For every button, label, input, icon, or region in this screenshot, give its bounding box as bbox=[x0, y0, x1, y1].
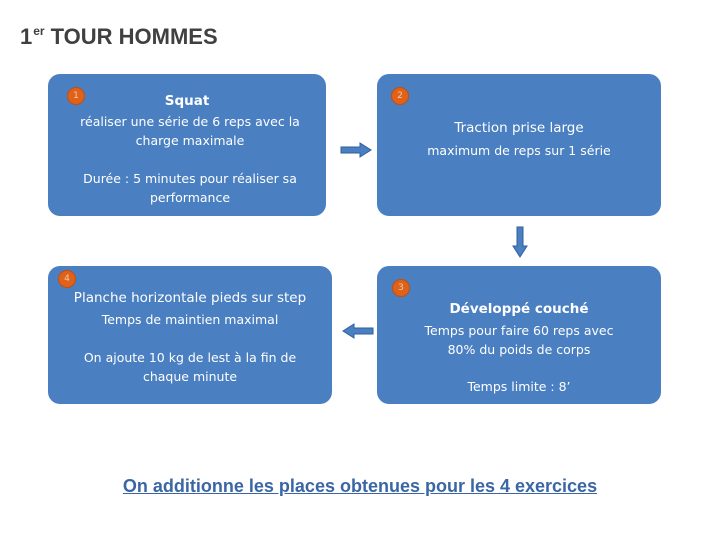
card-planche-heading: Planche horizontale pieds sur step bbox=[73, 290, 307, 306]
card-developpe-line-1: Temps pour faire 60 reps avec 80% du poids de corps bbox=[424, 323, 614, 357]
card-traction bbox=[377, 74, 661, 216]
card-developpe-heading: Développé couché bbox=[449, 301, 589, 317]
step-badge-3: 3 bbox=[392, 279, 410, 297]
step-badge-1: 1 bbox=[67, 87, 85, 105]
card-developpe-line-2: Temps limite : 8’ bbox=[467, 379, 571, 394]
step-badge-2: 2 bbox=[391, 87, 409, 105]
card-traction-heading: Traction prise large bbox=[454, 120, 584, 136]
arrow-left-icon bbox=[342, 323, 374, 339]
card-squat-line-1: réaliser une série de 6 reps avec la charge maximale bbox=[80, 114, 300, 148]
card-planche bbox=[48, 266, 332, 404]
card-squat-heading: Squat bbox=[164, 93, 210, 109]
page-title bbox=[20, 24, 218, 50]
arrow-down-icon bbox=[512, 226, 528, 258]
card-planche-line-2: On ajoute 10 kg de lest à la fin de chaque minute bbox=[83, 350, 297, 384]
title-number: 1 bbox=[20, 24, 33, 49]
arrow-right-icon bbox=[340, 142, 372, 158]
title-superscript: er bbox=[33, 24, 45, 38]
card-developpe bbox=[377, 266, 661, 404]
step-badge-4: 4 bbox=[58, 270, 76, 288]
card-squat-line-2: Durée : 5 minutes pour réaliser sa performance bbox=[83, 171, 297, 205]
card-squat bbox=[48, 74, 326, 216]
footer-note: On additionne les places obtenues pour les 4 exercices bbox=[122, 476, 598, 496]
title-text: TOUR HOMMES bbox=[50, 24, 218, 49]
card-traction-line-1: maximum de reps sur 1 série bbox=[427, 143, 611, 158]
card-planche-line-1: Temps de maintien maximal bbox=[101, 312, 279, 327]
